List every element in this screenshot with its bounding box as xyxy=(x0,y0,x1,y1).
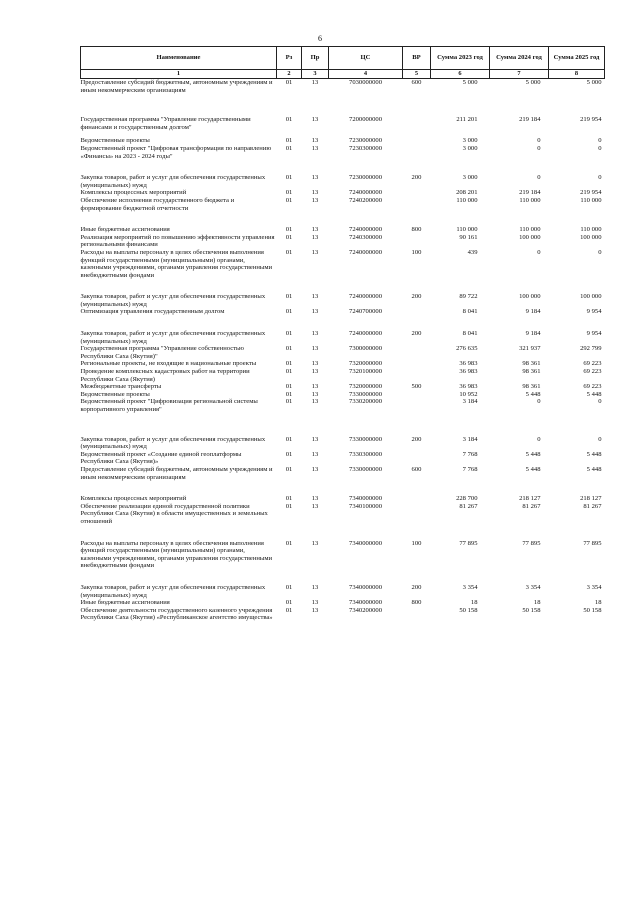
row-vr-cell xyxy=(403,345,431,360)
row-pr-cell: 13 xyxy=(311,583,319,591)
row-vr-cell xyxy=(403,368,431,383)
row-rz-cell: 01 xyxy=(285,360,293,368)
row-cs-cell: 7240000000 xyxy=(349,189,382,197)
row-pr-cell: 13 xyxy=(311,79,319,86)
row-sum-2023-cell: 81 267 xyxy=(459,502,478,510)
row-vr-cell: 200 xyxy=(411,583,422,591)
table-row xyxy=(81,368,605,383)
table-row xyxy=(81,316,605,345)
table-row xyxy=(81,570,605,599)
row-rz-cell: 01 xyxy=(285,174,293,182)
row-sum-2023-cell: 18 xyxy=(470,599,478,607)
row-sum-2023-cell: 5 000 xyxy=(462,79,478,86)
header-pr: Пр xyxy=(302,47,329,70)
table-row xyxy=(81,503,605,526)
header-sum-2025: Сумма 2025 год xyxy=(549,47,605,70)
row-cs-cell: 7240200000 xyxy=(349,196,382,204)
row-name-cell: Закупка товаров, работ и услуг для обеспечения государственных (муниципальных) нужд xyxy=(80,174,266,189)
table-row xyxy=(81,398,605,413)
header-sum-2024: Сумма 2024 год xyxy=(490,47,549,70)
row-sum-2023-cell: 36 983 xyxy=(459,383,478,391)
row-vr-cell: 200 xyxy=(411,435,422,443)
table-row xyxy=(81,189,605,197)
row-sum-2025-cell: 100 000 xyxy=(580,293,602,301)
row-sum-2025-cell: 50 158 xyxy=(583,606,602,614)
index-cell: 8 xyxy=(549,70,605,79)
row-sum-2023-cell: 3 000 xyxy=(462,137,478,145)
table-row xyxy=(81,197,605,212)
table-row xyxy=(81,234,605,249)
row-vr-cell: 500 xyxy=(411,383,422,391)
row-cs-cell: 7340000000 xyxy=(349,583,382,591)
row-sum-2024-cell: 18 xyxy=(533,599,541,607)
row-sum-2025-cell: 110 000 xyxy=(580,196,602,204)
row-rz-cell: 01 xyxy=(285,226,293,234)
row-sum-2023-cell: 36 983 xyxy=(459,368,478,376)
row-pr-cell: 13 xyxy=(311,196,319,204)
table-row xyxy=(81,160,605,189)
row-rz-cell: 01 xyxy=(285,308,293,316)
row-name-cell: Реализация мероприятий по повышению эффективности управления региональными финансами xyxy=(80,233,275,249)
row-cs-cell: 7240000000 xyxy=(349,226,382,234)
index-cell: 7 xyxy=(490,70,549,79)
header-rz: Рз xyxy=(277,47,302,70)
row-vr-cell: 800 xyxy=(411,599,422,607)
row-cs-cell: 7230300000 xyxy=(349,144,382,152)
row-vr-cell xyxy=(403,189,431,197)
table-row xyxy=(81,279,605,308)
row-rz-cell: 01 xyxy=(285,383,293,391)
table-row xyxy=(81,481,605,503)
row-sum-2023-cell: 89 722 xyxy=(459,293,478,301)
row-sum-2024-cell: 0 xyxy=(537,435,541,443)
table-row xyxy=(81,308,605,316)
row-pr-cell: 13 xyxy=(311,539,319,547)
table-row xyxy=(81,345,605,360)
row-sum-2025-cell: 0 xyxy=(598,435,602,443)
row-cs-cell: 7240700000 xyxy=(349,308,382,316)
row-sum-2023-cell: 439 xyxy=(467,248,478,256)
row-sum-2024-cell: 0 xyxy=(537,398,541,406)
row-vr-cell xyxy=(403,360,431,368)
row-name-cell: Закупка товаров, работ и услуг для обеспечения государственных (муниципальных) нужд xyxy=(80,293,266,308)
row-cs-cell: 7300000000 xyxy=(349,345,382,353)
row-rz-cell: 01 xyxy=(285,233,293,241)
row-pr-cell: 13 xyxy=(311,435,319,443)
row-name-cell: Проведение комплексных кадастровых работ на территории Республики Саха (Якутия) xyxy=(80,368,250,383)
row-name-cell: Оптимизация управления государственным долгом xyxy=(80,308,225,316)
row-vr-cell: 600 xyxy=(411,79,422,86)
row-pr-cell: 13 xyxy=(311,330,319,338)
table-row xyxy=(81,383,605,391)
row-name-cell: Закупка товаров, работ и услуг для обеспечения государственных (муниципальных) нужд xyxy=(80,330,266,345)
row-vr-cell xyxy=(403,308,431,316)
row-sum-2025-cell: 5 448 xyxy=(586,465,602,473)
row-vr-cell xyxy=(403,503,431,526)
row-sum-2025-cell: 110 000 xyxy=(580,226,602,234)
row-sum-2023-cell: 90 161 xyxy=(459,233,478,241)
row-pr-cell: 13 xyxy=(311,233,319,241)
row-pr-cell: 13 xyxy=(311,606,319,614)
row-sum-2023-cell: 7 768 xyxy=(462,465,478,473)
row-pr-cell: 13 xyxy=(311,398,319,406)
row-sum-2024-cell: 110 000 xyxy=(519,226,541,234)
row-sum-2024-cell: 50 158 xyxy=(522,606,541,614)
row-sum-2024-cell: 5 000 xyxy=(525,79,541,86)
row-sum-2025-cell: 69 223 xyxy=(583,368,602,376)
header-cs: ЦС xyxy=(329,47,403,70)
row-sum-2025-cell: 5 448 xyxy=(586,390,602,398)
row-sum-2024-cell: 3 354 xyxy=(525,583,541,591)
row-sum-2024-cell: 0 xyxy=(537,248,541,256)
index-cell: 4 xyxy=(329,70,403,79)
header-vr: ВР xyxy=(403,47,431,70)
row-name-cell: Предоставление субсидий бюджетным, автономным учреждениям и иным некоммерческим организациям xyxy=(80,79,273,94)
row-sum-2025-cell: 18 xyxy=(594,599,602,607)
row-vr-cell xyxy=(403,398,431,413)
row-pr-cell: 13 xyxy=(311,308,319,316)
row-sum-2025-cell: 9 954 xyxy=(586,330,602,338)
row-cs-cell: 7320000000 xyxy=(349,360,382,368)
row-cs-cell: 7200000000 xyxy=(349,116,382,124)
row-sum-2023-cell: 7 768 xyxy=(462,450,478,458)
table-row xyxy=(81,212,605,234)
row-rz-cell: 01 xyxy=(285,248,293,256)
row-cs-cell: 7030000000 xyxy=(349,79,382,86)
row-cs-cell: 7330300000 xyxy=(349,450,382,458)
row-name-cell: Ведомственные проекты xyxy=(80,390,150,398)
index-cell: 3 xyxy=(302,70,329,79)
row-cs-cell: 7330200000 xyxy=(349,398,382,406)
row-rz-cell: 01 xyxy=(285,79,293,86)
row-sum-2023-cell: 110 000 xyxy=(456,226,478,234)
index-cell: 1 xyxy=(81,70,277,79)
row-name-cell: Обеспечение исполнения государственного бюджета и формирование бюджетной отчетности xyxy=(80,196,235,212)
row-sum-2024-cell: 0 xyxy=(537,174,541,182)
row-sum-2023-cell: 208 201 xyxy=(456,189,478,197)
row-sum-2023-cell: 276 635 xyxy=(456,345,478,353)
row-sum-2025-cell: 9 954 xyxy=(586,308,602,316)
row-sum-2024-cell: 110 000 xyxy=(519,196,541,204)
row-cs-cell: 7240300000 xyxy=(349,233,382,241)
row-name-cell: Государственная программа "Управление собственностью Республики Саха (Якутия)" xyxy=(80,345,244,360)
row-pr-cell: 13 xyxy=(311,390,319,398)
row-sum-2023-cell: 77 895 xyxy=(459,539,478,547)
header-sum-2023: Сумма 2023 год xyxy=(431,47,490,70)
row-vr-cell: 800 xyxy=(411,226,422,234)
row-rz-cell: 01 xyxy=(285,390,293,398)
row-sum-2025-cell: 0 xyxy=(598,137,602,145)
row-vr-cell xyxy=(403,391,431,399)
row-rz-cell: 01 xyxy=(285,144,293,152)
row-cs-cell: 7240000000 xyxy=(349,293,382,301)
row-sum-2025-cell: 0 xyxy=(598,398,602,406)
row-sum-2023-cell: 10 952 xyxy=(459,390,478,398)
row-sum-2024-cell: 219 184 xyxy=(519,189,541,197)
row-vr-cell xyxy=(403,197,431,212)
row-cs-cell: 7320000000 xyxy=(349,383,382,391)
row-sum-2023-cell: 110 000 xyxy=(456,196,478,204)
row-sum-2024-cell: 218 127 xyxy=(519,495,541,503)
row-pr-cell: 13 xyxy=(311,345,319,353)
row-sum-2024-cell: 98 361 xyxy=(522,368,541,376)
row-name-cell: Иные бюджетные ассигнования xyxy=(80,226,170,234)
table-row xyxy=(81,145,605,160)
row-sum-2023-cell: 8 041 xyxy=(462,330,478,338)
row-rz-cell: 01 xyxy=(285,450,293,458)
row-sum-2024-cell: 81 267 xyxy=(522,502,541,510)
row-name-cell: Межбюджетные трансферты xyxy=(80,383,162,391)
table-row xyxy=(81,599,605,607)
row-sum-2023-cell: 3 184 xyxy=(462,398,478,406)
row-sum-2025-cell: 69 223 xyxy=(583,360,602,368)
row-sum-2025-cell: 0 xyxy=(598,174,602,182)
row-sum-2025-cell: 69 223 xyxy=(583,383,602,391)
row-sum-2023-cell: 36 983 xyxy=(459,360,478,368)
row-sum-2024-cell: 98 361 xyxy=(522,360,541,368)
row-cs-cell: 7330000000 xyxy=(349,390,382,398)
row-rz-cell: 01 xyxy=(285,583,293,591)
row-sum-2025-cell: 77 895 xyxy=(583,539,602,547)
row-rz-cell: 01 xyxy=(285,435,293,443)
row-cs-cell: 7230000000 xyxy=(349,174,382,182)
row-name-cell: Ведомственный проект «Создание единой геоплатформы Республики Саха (Якутия)» xyxy=(80,450,242,466)
row-pr-cell: 13 xyxy=(311,226,319,234)
index-cell: 5 xyxy=(403,70,431,79)
row-rz-cell: 01 xyxy=(285,345,293,353)
row-sum-2024-cell: 5 448 xyxy=(525,465,541,473)
row-cs-cell: 7330000000 xyxy=(349,465,382,473)
row-sum-2025-cell: 3 354 xyxy=(586,583,602,591)
row-sum-2025-cell: 292 799 xyxy=(580,345,602,353)
row-rz-cell: 01 xyxy=(285,196,293,204)
row-sum-2023-cell: 3 184 xyxy=(462,435,478,443)
row-vr-cell: 100 xyxy=(411,539,422,547)
row-name-cell: Ведомственные проекты xyxy=(80,137,150,145)
row-cs-cell: 7230000000 xyxy=(349,137,382,145)
table-row xyxy=(81,414,605,451)
row-sum-2023-cell: 211 201 xyxy=(456,116,478,124)
row-sum-2025-cell: 100 000 xyxy=(580,233,602,241)
row-sum-2025-cell: 0 xyxy=(598,144,602,152)
row-sum-2024-cell: 5 448 xyxy=(525,450,541,458)
row-name-cell: Предоставление субсидий бюджетным, автономным учреждениям и иным некоммерческим организациям xyxy=(80,465,273,481)
row-sum-2025-cell: 219 954 xyxy=(580,116,602,124)
row-sum-2025-cell: 81 267 xyxy=(583,502,602,510)
row-sum-2024-cell: 9 184 xyxy=(525,330,541,338)
row-pr-cell: 13 xyxy=(311,144,319,152)
row-vr-cell: 200 xyxy=(411,293,422,301)
row-rz-cell: 01 xyxy=(285,495,293,503)
row-sum-2023-cell: 50 158 xyxy=(459,606,478,614)
row-pr-cell: 13 xyxy=(311,502,319,510)
table-row xyxy=(81,526,605,570)
row-vr-cell xyxy=(403,234,431,249)
row-vr-cell xyxy=(403,607,431,622)
row-name-cell: Обеспечение реализации единой государственной политики Республики Саха (Якутия) в области имущественных и земельных отношений xyxy=(80,502,268,525)
row-pr-cell: 13 xyxy=(311,383,319,391)
row-rz-cell: 01 xyxy=(285,330,293,338)
row-name-cell: Ведомственный проект "Цифровая трансформация по направлению «Финансы» на 2023 - 2024 годы" xyxy=(80,144,272,160)
row-pr-cell: 13 xyxy=(311,368,319,376)
row-sum-2025-cell: 5 000 xyxy=(586,79,602,86)
row-cs-cell: 7330000000 xyxy=(349,435,382,443)
row-sum-2024-cell: 0 xyxy=(537,144,541,152)
row-rz-cell: 01 xyxy=(285,465,293,473)
row-cs-cell: 7340000000 xyxy=(349,599,382,607)
row-sum-2024-cell: 219 184 xyxy=(519,116,541,124)
row-pr-cell: 13 xyxy=(311,360,319,368)
row-pr-cell: 13 xyxy=(311,248,319,256)
row-name-cell: Комплексы процессных мероприятий xyxy=(80,495,187,503)
row-pr-cell: 13 xyxy=(311,293,319,301)
table-row xyxy=(81,360,605,368)
row-sum-2024-cell: 0 xyxy=(537,137,541,145)
row-sum-2024-cell: 321 937 xyxy=(519,345,541,353)
row-sum-2024-cell: 5 448 xyxy=(525,390,541,398)
row-vr-cell xyxy=(403,451,431,466)
row-rz-cell: 01 xyxy=(285,502,293,510)
table-row xyxy=(81,249,605,279)
row-sum-2024-cell: 98 361 xyxy=(522,383,541,391)
row-vr-cell: 200 xyxy=(411,330,422,338)
table-row xyxy=(81,607,605,622)
row-rz-cell: 01 xyxy=(285,398,293,406)
row-pr-cell: 13 xyxy=(311,137,319,145)
header-name: Наименование xyxy=(81,47,277,70)
column-index-row xyxy=(81,70,605,79)
row-rz-cell: 01 xyxy=(285,539,293,547)
row-pr-cell: 13 xyxy=(311,116,319,124)
row-sum-2024-cell: 100 000 xyxy=(519,233,541,241)
row-cs-cell: 7240000000 xyxy=(349,330,382,338)
row-name-cell: Закупка товаров, работ и услуг для обеспечения государственных (муниципальных) нужд xyxy=(80,435,266,451)
row-rz-cell: 01 xyxy=(285,368,293,376)
index-cell: 6 xyxy=(431,70,490,79)
row-pr-cell: 13 xyxy=(311,495,319,503)
row-sum-2025-cell: 218 127 xyxy=(580,495,602,503)
table-row xyxy=(81,79,605,95)
row-cs-cell: 7240000000 xyxy=(349,248,382,256)
row-cs-cell: 7340000000 xyxy=(349,495,382,503)
row-rz-cell: 01 xyxy=(285,189,293,197)
table-row xyxy=(81,451,605,466)
row-sum-2024-cell: 9 184 xyxy=(525,308,541,316)
budget-table xyxy=(80,46,605,622)
row-vr-cell xyxy=(403,131,431,145)
row-pr-cell: 13 xyxy=(311,189,319,197)
row-cs-cell: 7320100000 xyxy=(349,368,382,376)
row-name-cell: Комплексы процессных мероприятий xyxy=(80,189,187,197)
row-vr-cell: 200 xyxy=(411,174,422,182)
row-rz-cell: 01 xyxy=(285,293,293,301)
page-number: 6 xyxy=(318,34,322,43)
row-pr-cell: 13 xyxy=(311,174,319,182)
row-vr-cell xyxy=(403,145,431,160)
table-row xyxy=(81,131,605,145)
row-sum-2025-cell: 5 448 xyxy=(586,450,602,458)
table-row xyxy=(81,391,605,399)
row-cs-cell: 7340000000 xyxy=(349,539,382,547)
row-name-cell: Закупка товаров, работ и услуг для обеспечения государственных (муниципальных) нужд xyxy=(80,583,266,599)
table-body xyxy=(81,79,605,622)
row-cs-cell: 7340100000 xyxy=(349,502,382,510)
row-pr-cell: 13 xyxy=(311,450,319,458)
table-row xyxy=(81,466,605,481)
row-sum-2025-cell: 0 xyxy=(598,248,602,256)
row-sum-2025-cell: 219 954 xyxy=(580,189,602,197)
row-sum-2024-cell: 100 000 xyxy=(519,293,541,301)
row-rz-cell: 01 xyxy=(285,137,293,145)
row-name-cell: Расходы на выплаты персоналу в целях обеспечения выполнения функций государственными (муниципальными) органами, казенными учреждениями, органами управления государственными внебюджетными фондами xyxy=(80,539,273,570)
row-vr-cell xyxy=(403,94,431,131)
row-cs-cell: 7340200000 xyxy=(349,606,382,614)
row-sum-2023-cell: 3 354 xyxy=(462,583,478,591)
row-pr-cell: 13 xyxy=(311,465,319,473)
header-row xyxy=(81,47,605,70)
row-rz-cell: 01 xyxy=(285,606,293,614)
row-rz-cell: 01 xyxy=(285,116,293,124)
row-name-cell: Расходы на выплаты персоналу в целях обеспечения выполнения функций государственными (муниципальными) органами, казенными учреждениями, органами управления государственными внебюджетными фондами xyxy=(80,248,273,279)
row-rz-cell: 01 xyxy=(285,599,293,607)
table-row xyxy=(81,94,605,131)
row-name-cell: Государственная программа "Управление государственными финансами и государственным долгом" xyxy=(80,116,251,131)
index-cell: 2 xyxy=(277,70,302,79)
row-name-cell: Региональные проекты, не входящие в национальные проекты xyxy=(80,360,257,368)
row-sum-2023-cell: 3 000 xyxy=(462,144,478,152)
row-vr-cell: 600 xyxy=(411,465,422,473)
row-pr-cell: 13 xyxy=(311,599,319,607)
row-sum-2023-cell: 3 000 xyxy=(462,174,478,182)
row-sum-2023-cell: 8 041 xyxy=(462,308,478,316)
row-name-cell: Обеспечение деятельности государственного казенного учреждения Республики Саха (Якутия) «Республиканское агентство имущества» xyxy=(80,606,273,622)
row-sum-2024-cell: 77 895 xyxy=(522,539,541,547)
row-vr-cell xyxy=(403,481,431,503)
row-name-cell: Ведомственный проект "Цифровизация региональной системы корпоративного управления" xyxy=(80,398,258,413)
row-name-cell: Иные бюджетные ассигнования xyxy=(80,599,170,607)
row-sum-2023-cell: 228 700 xyxy=(456,495,478,503)
row-vr-cell: 100 xyxy=(411,248,422,256)
